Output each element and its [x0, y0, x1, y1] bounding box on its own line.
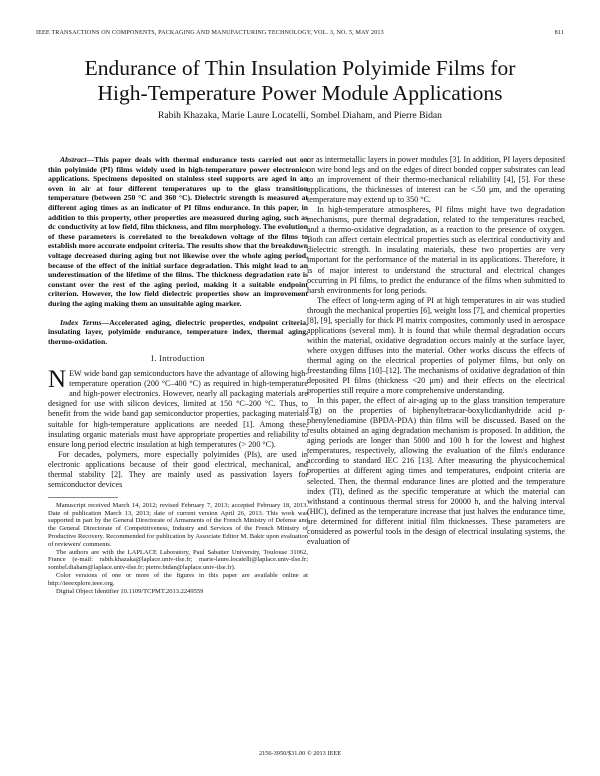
copyright-footer: 2156-3950/$31.00 © 2013 IEEE [258, 750, 342, 757]
abstract-lead: Abstract [60, 155, 87, 164]
author-list: Rabih Khazaka, Marie Laure Locatelli, Sombel Diaham, and Pierre Bidan [158, 110, 442, 121]
footnote-rule [48, 497, 118, 498]
footnote-color: Color versions of one or more of the figures in this paper are available online at http://ieeexplore.ieee.org. [48, 572, 308, 587]
abstract-paragraph [48, 155, 308, 309]
index-terms-paragraph [48, 318, 308, 347]
right-paragraph-4: In this paper, the effect of air-aging up to the glass transition temperature (Tg) on the properties of biphenyltetracar-boxylicdianhydride acid p-phenylenediamine (BPDA-PDA) thin films will be discussed. Based on the results obtained an aging degradation mechanism is proposed. In addition, the aging periods are longer than 5000 and 100 h for the lowest and highest temperatures, respectively, allowing the evaluation of the film's endurance according to standard IEC 216 [13]. After measuring the physicochemical properties at different aging times and temperatures, endpoint criteria are selected. Then, the thermal endurance lines are plotted and the temperature index (TI), defined as the specific temperature at which the material can withstand a continuous thermal stress for 20000 h, and the halving interval (HIC), defined as the temperature increase that just halves the endurance time, are determined for different initial film thicknesses. These parameters are considered as powerful tools in the design of electrical insulating systems, the evaluation of [307, 396, 565, 546]
footnote-manuscript: Manuscript received March 14, 2012; revised February 7, 2013; accepted February 18, 2013. Date of publication March 13, 2013; date of current version April 26, 2013. This work was supported in part by the General Directorate of Armaments of the French Ministry of Defense and the General Directorate of Competitiveness, Industry and Services of the French Ministry of Productive Recovery. Recommended for publication by Associate Editor M. Bakir upon evaluation of reviewers' comments. [48, 501, 308, 548]
drop-cap: N [48, 366, 67, 394]
intro-paragraph-1 [48, 366, 309, 449]
right-paragraph-2: In high-temperature atmospheres, PI films might have two degradation mechanisms, pure thermal degradation, related to the temperatures reached, and a thermo-oxidative degradation, as a reaction to the presence of oxygen. Both can affect certain electrical properties such as electrical conductivity and dielectric strength. In insulating materials, these two properties are very important for the performance of the material in its applications. Therefore, it is of major interest to understand the structural and electrical changes occurring in PI films, to predict the endurance of the films when submitted to harsh environments for long periods. [307, 205, 565, 295]
footnote-authors: The authors are with the LAPLACE Laboratory, Paul Sabatier University, Toulouse 31062, France (e-mail: rabih.khazaka@laplace.univ-tlse.fr; marie-laure.locatelli@laplace.univ-tlse.fr; sombel.diaham@laplace.univ-tlse.fr; pierre.bidan@laplace.univ-tlse.fr). [48, 548, 308, 572]
right-column [307, 155, 565, 547]
right-paragraph-1: or as intermetallic layers in power modules [3]. In addition, PI layers deposited on wire bond legs and on the edges of direct bonded copper substrates can lead to an improvement of their thermo-mechanical reliability [4], [5]. For these applications, the thicknesses of interest can be <.50 μm, and the operating temperature may extend up to 350 °C. [307, 155, 565, 205]
abstract-text: —This paper deals with thermal endurance tests carried out on thin polyimide (PI) films widely used in high-temperature power electronics applications. Specimens deposited on stainless steel supports are aged in an oven in air at four different temperatures up to the glass transition temperature (between 250 °C and 360 °C). Dielectric strength is measured at different aging times as an indicator of PI films endurance. In this paper, in addition to this property, other properties are measured during aging, such as dc conductivity at low field, film thickness, and film morphology. The evolution of these parameters is correlated to the breakdown voltage of the films to establish more accurate endpoint criteria. The results show that the breakdown voltage decreased during aging but not likewise over the whole aging period, because of the effect of the initial surface degradation. This might lead to an underestimation of the lifetime of the films. The thickness degradation rate is constant over the rest of the aging period, making it a suitable endpoint criterion. However, the low field dielectric properties show an improvement during the aging making them an unsuitable aging marker. [48, 155, 308, 308]
footnotes [48, 502, 308, 596]
index-terms-lead: Index Terms [60, 317, 102, 327]
title-line-1: Endurance of Thin Insulation Polyimide Films for [84, 56, 516, 80]
title-line-2: High-Temperature Power Module Applications [97, 81, 503, 105]
intro-paragraph-1-text: wide band gap semiconductors have the advantage of allowing high-temperature operation (200 °C–400 °C) as required in high-temperature and high-power electronics. However, nearly all packaging materials are designed for use with silicon devices, limited at 150 °C–200 °C. Thus, to benefit from the wide band gap semiconductor properties, packaging materials suitable for high-temperature applications are needed [1]. Among these, insulating organic materials must have appropriate properties and reliability to ensure long period electric insulation at high temperatures (> 200 °C). [48, 369, 309, 449]
introduction-body [48, 366, 309, 490]
left-column [48, 155, 308, 595]
abstract [48, 155, 308, 309]
journal-header: IEEE TRANSACTIONS ON COMPONENTS, PACKAGING AND MANUFACTURING TECHNOLOGY, VOL. 3, NO. 5, MAY 2013 [36, 30, 384, 36]
intro-paragraph-2: For decades, polymers, more especially polyimides (PIs), are used in electronic applications because of their good electrical, mechanical, and thermal stability [2]. They are mainly used as passivation layers for semiconductor devices [48, 449, 308, 489]
paper-title [36, 56, 564, 106]
footnote-doi: Digital Object Identifier 10.1109/TCPMT.2013.2249559 [56, 587, 204, 595]
running-header [36, 30, 564, 36]
first-word: EW [69, 369, 82, 379]
section-heading-introduction: I. Introduction [151, 354, 205, 364]
index-terms-text: —Accelerated aging, dielectric properties, endpoint criteria, insulating layer, polyimide endurance, temperature index, thermal aging, thermo-oxidation. [48, 317, 308, 346]
page-number: 811 [554, 30, 564, 36]
right-paragraph-3: The effect of long-term aging of PI at high temperatures in air was studied through the mechanical properties [6], weight loss [7], and chemical properties [8], [9], specially for thick PI matrix composites, commonly used in aerospace applications (several mm). It is found that while thermal degradation occurs within the material, oxidative degradation occurs mainly at the surface layer, where oxygen diffuses into the material. Other works discuss the effects of thermal aging on the electrical properties of polymer films, but only on freestanding films [10]–[12]. The mechanisms of oxidative degradation of thin deposited PI films (thickness <20 μm) and their effects on the electrical properties still require a more comprehensive understanding. [307, 295, 565, 396]
index-terms [48, 318, 308, 347]
